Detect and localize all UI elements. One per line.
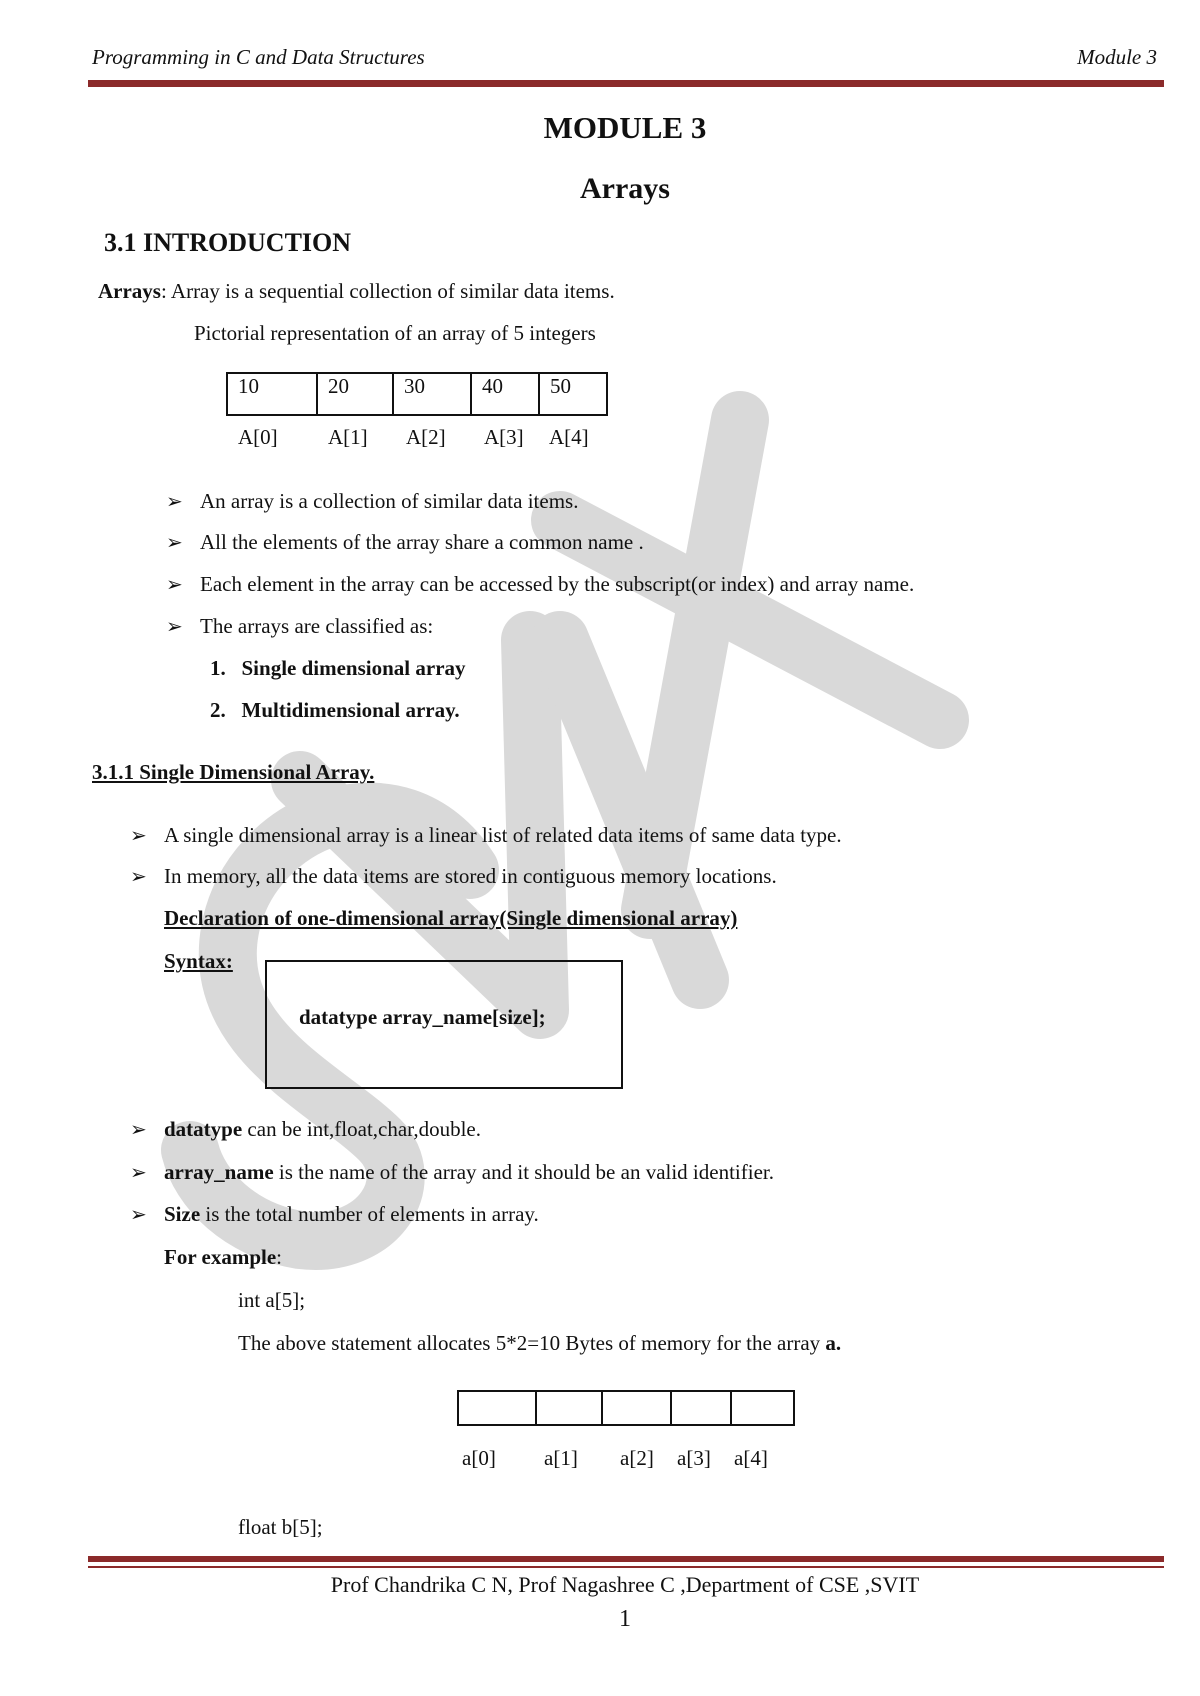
example-desc-var: a.: [825, 1331, 842, 1355]
example-label: [164, 1245, 282, 1270]
empty-array-index: a[0]: [462, 1446, 496, 1470]
arrays-definition: [98, 279, 615, 304]
arrow-bullet-icon: ➢: [130, 825, 147, 847]
topic-title: Arrays: [580, 172, 670, 205]
param-bullet: [130, 1160, 774, 1185]
footer-authors: Prof Chandrika C N, Prof Nagashree C ,Department of CSE ,SVIT: [330, 1572, 920, 1597]
param-text: can be int,float,char,double.: [242, 1117, 481, 1141]
declaration-heading: Declaration of one-dimensional array(Single dimensional array): [164, 906, 738, 930]
intro-bullet: [166, 572, 914, 597]
footer-rule: [88, 1556, 1164, 1562]
list-number: 2.: [210, 698, 226, 722]
param-bullet: [130, 1202, 539, 1227]
empty-array-index: a[2]: [620, 1446, 654, 1470]
array-cell: 10: [227, 373, 317, 415]
syntax-code: datatype array_name[size];: [299, 1005, 546, 1029]
param-bullet: [130, 1117, 481, 1142]
array-index-label: A[2]: [406, 425, 446, 449]
arrow-bullet-icon: ➢: [166, 532, 183, 554]
arrow-bullet-icon: ➢: [130, 866, 147, 888]
bullet-text: Each element in the array can be accessed by the subscript(or index) and array name.: [200, 572, 915, 596]
section-heading-single-dimensional: 3.1.1 Single Dimensional Array.: [92, 760, 375, 784]
single-bullet: [130, 864, 777, 889]
syntax-box: [265, 960, 623, 1089]
integer-array-diagram: [226, 372, 608, 416]
header-course-title: Programming in C and Data Structures: [92, 45, 425, 69]
array-index-label: A[0]: [238, 425, 278, 449]
bullet-text: An array is a collection of similar data items.: [200, 489, 579, 513]
param-text: is the total number of elements in array.: [200, 1202, 539, 1226]
empty-array-index: a[4]: [734, 1446, 768, 1470]
arrow-bullet-icon: ➢: [166, 616, 183, 638]
empty-array-index: a[1]: [544, 1446, 578, 1470]
list-text: Multidimensional array.: [241, 698, 460, 722]
syntax-label: Syntax:: [164, 949, 233, 973]
example-label-text: For example: [164, 1245, 277, 1269]
module-title: MODULE 3: [543, 110, 707, 145]
intro-bullet: [166, 530, 644, 555]
header-rule: [88, 80, 1164, 87]
empty-array-cell: [670, 1390, 732, 1426]
array-cell: 30: [393, 373, 471, 415]
classification-item: [210, 656, 466, 681]
array-cell: 40: [471, 373, 539, 415]
classification-item: [210, 698, 460, 723]
param-term: datatype: [164, 1117, 243, 1141]
intro-bullet: [166, 614, 433, 639]
list-number: 1.: [210, 656, 226, 680]
param-term: Size: [164, 1202, 201, 1226]
array-index-label: A[3]: [484, 425, 524, 449]
empty-array-cell: [601, 1390, 672, 1426]
array-index-label: A[4]: [549, 425, 589, 449]
arrow-bullet-icon: ➢: [166, 574, 183, 596]
page-number: 1: [619, 1606, 631, 1632]
example-code: int a[5];: [238, 1288, 306, 1312]
empty-array-index: a[3]: [677, 1446, 711, 1470]
empty-array-cell: [730, 1390, 795, 1426]
array-cell: 50: [539, 373, 607, 415]
arrow-bullet-icon: ➢: [166, 491, 183, 513]
arrow-bullet-icon: ➢: [130, 1162, 147, 1184]
bullet-text: A single dimensional array is a linear list of related data items of same data type.: [164, 823, 842, 847]
definition-text: : Array is a sequential collection of similar data items.: [160, 279, 615, 303]
list-text: Single dimensional array: [241, 656, 466, 680]
array-index-label: A[1]: [328, 425, 368, 449]
bullet-text: In memory, all the data items are stored in contiguous memory locations.: [164, 864, 777, 888]
pictorial-caption: Pictorial representation of an array of 5 integers: [194, 321, 596, 345]
definition-term: Arrays: [98, 279, 161, 303]
array-cell: 20: [317, 373, 393, 415]
intro-bullet: [166, 489, 578, 514]
header-module-label: Module 3: [1077, 45, 1157, 69]
bullet-text: All the elements of the array share a common name .: [200, 530, 644, 554]
example-description: [238, 1331, 841, 1356]
example-desc-text: The above statement allocates 5*2=10 Bytes of memory for the array: [238, 1331, 826, 1355]
param-text: is the name of the array and it should be an valid identifier.: [273, 1160, 774, 1184]
empty-array-cell: [457, 1390, 537, 1426]
example-colon: :: [276, 1245, 283, 1269]
empty-array-diagram: [457, 1390, 795, 1426]
bullet-text: The arrays are classified as:: [200, 614, 434, 638]
param-term: array_name: [164, 1160, 274, 1184]
single-bullet: [130, 823, 842, 848]
arrow-bullet-icon: ➢: [130, 1204, 147, 1226]
section-heading-introduction: 3.1 INTRODUCTION: [104, 228, 352, 257]
footer-rule-thin: [88, 1566, 1164, 1568]
second-example-code: float b[5];: [238, 1515, 323, 1539]
arrow-bullet-icon: ➢: [130, 1119, 147, 1141]
empty-array-cell: [535, 1390, 603, 1426]
